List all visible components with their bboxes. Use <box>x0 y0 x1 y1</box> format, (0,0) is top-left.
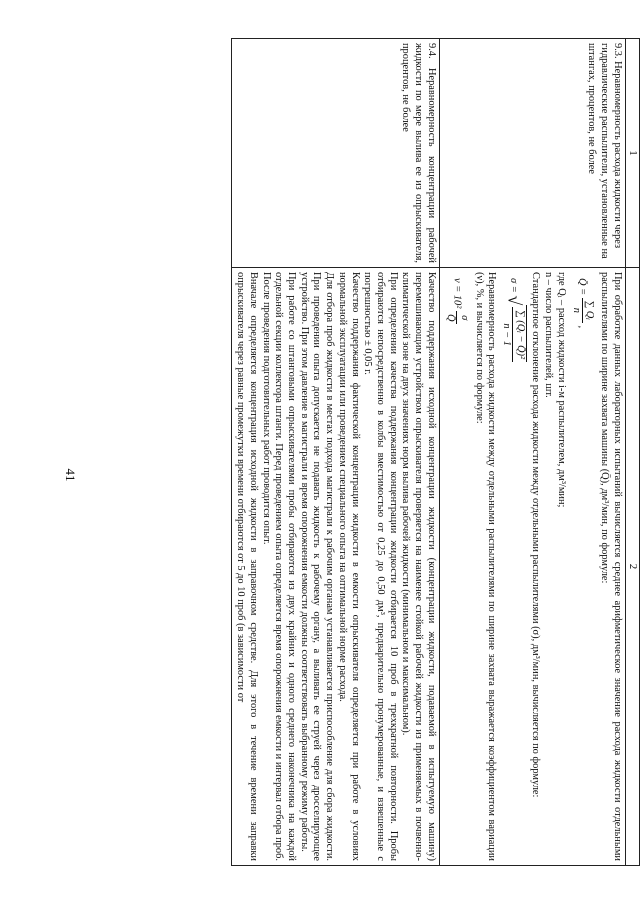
formula-numerator: σ <box>456 311 470 325</box>
method-paragraph: Для отбора проб жидкости в местах подхода магистрали к рабочим органам устанавливается приспособление для сбора жидкости. При проведении опыта допускается не подавать жидкость к рабочему органу, а выливать ее струей через дросселирующее устройство. При этом давление в магистрали и время опорожнения емкости должны соответствовать выбранному режиму работы. <box>298 272 336 861</box>
method-paragraph: При работе со штанговыми опрыскивателями пробы отбираются из двух крайних и одного среднего наконечника на каждой отдельной секции коллектора штанги. Перед проведением опыта определяется время опорожнения емкости и интервал отбора проб. После проведения подготовительных работ проводится опыт. <box>260 272 298 861</box>
item-title: 9.3. Неравномерность расхода жидкости через гидравлические распылители, установленные на штангах, процентов, не более <box>586 43 623 259</box>
specification-table <box>231 38 640 866</box>
column-header-1: 1 <box>625 39 639 268</box>
formula-denominator: n − 1 <box>501 323 513 346</box>
method-paragraph: Стандартное отклонение расхода жидкости между отдельными распылителями (σ), дм³/мин, вычисляется по формуле: <box>530 272 542 798</box>
formula-denominator: n <box>570 307 582 313</box>
method-paragraph: Качество поддержания фактической концентрации жидкости в емкости опрыскивателя определяется при работе в условиях нормальной эксплуатации или проведением специального опыта на оптимальной норме расхода. <box>336 272 361 861</box>
formula-denominator: Q̄ <box>445 313 457 322</box>
table-header-row <box>625 39 639 866</box>
table-row <box>231 39 439 866</box>
variation-coefficient-formula: ν = 10² σ Q̄ <box>444 278 470 861</box>
method-paragraph: Вначале определяется концентрация исходной жидкости в заправочном средстве. Для этого в течение времени заправки опрыскивателя через равные промежутки времени отбираются от 5 до 10 проб (в зависимости от <box>235 272 260 861</box>
std-deviation-formula: σ = √ ∑ (Qᵢ − Q̄)² n − 1 <box>499 278 526 861</box>
item-title: 9.4. Неравномерность концентрации рабочей жидкости по мере вылива ее из опрыскивателя, процентов, не более <box>400 43 437 263</box>
item-cell <box>231 39 439 268</box>
rotated-table-container <box>20 38 640 866</box>
method-paragraph: Неравномерность расхода жидкости между отдельными распылителями по ширине захвата выражается коэффициентом вариации (ν), %, и вычисляется по формуле: <box>473 272 498 861</box>
item-cell <box>439 39 625 268</box>
method-paragraph: При обработке данных лабораторных испытаний вычисляется среднее арифметическое значение расхода жидкости отдельными распылителями по ширине захвата машины (Q̄), дм³/мин, по формуле: <box>598 272 623 861</box>
column-header-2: 2 <box>625 268 639 866</box>
method-paragraph: Качество поддержания исходной концентрации жидкости (концентрации жидкости, подаваемой в испытуемую машину) перемешивающим устройством опрыскивателя проверяется на наименее стойкой рабочей жидкости из применяемых в почвенно-климатической зоне на двух значениях норм вылива рабочей жидкости (минимальном и максимальном). <box>400 272 437 861</box>
mean-flow-formula: Q̄ = ∑ Qᵢ n , <box>570 278 596 329</box>
method-paragraph: При определении качества поддержания концентрации жидкости отбирается 10 проб в трехкратной повторности. Пробы отбираются непосредственно в колбы вместимостью от 0,25 до 0,50 дм³, предварительно пронумерованные, и взвешенные с погрешностью ± 0,05 г. <box>362 272 399 861</box>
formula-numerator: ∑ (Qᵢ − Q̄)² <box>512 307 526 362</box>
method-cell <box>231 268 439 866</box>
formula-numerator: ∑ Qᵢ <box>582 298 596 323</box>
formula-legend: n – число распылителей, шт. <box>543 272 555 398</box>
page-number: 41 <box>63 468 78 482</box>
formula-legend: где Qᵢ – расход жидкости i-м распылителем, дм³/мин; <box>555 272 567 508</box>
method-cell <box>439 268 625 866</box>
table-row <box>439 39 625 866</box>
